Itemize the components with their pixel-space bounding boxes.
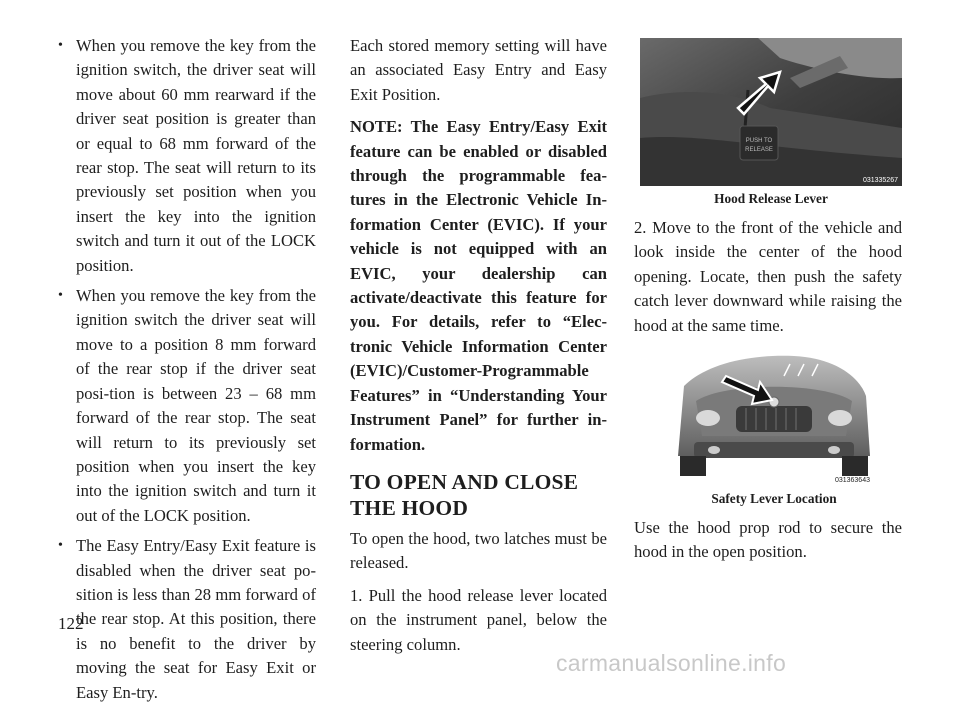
bullet-dot-icon: • <box>58 538 63 554</box>
bullet-item <box>58 534 316 705</box>
figure-code: 031363643 <box>834 477 870 485</box>
watermark: carmanualsonline.info <box>556 650 787 676</box>
figure-caption: Safety Lever Location <box>711 491 837 507</box>
easy-exit-bullet-list <box>58 34 316 705</box>
hood-release-lever-image <box>640 38 902 186</box>
release-label: RELEASE <box>745 147 773 153</box>
figure-caption: Hood Release Lever <box>714 191 828 206</box>
heading-line-1: TO OPEN AND CLOSE <box>350 469 579 494</box>
latches-paragraph: To open the hood, two latches must be released. <box>350 528 607 573</box>
bullet-item <box>58 284 316 528</box>
bullet-dot-icon: • <box>58 288 63 304</box>
right-column <box>634 38 902 573</box>
bullet-dot-icon: • <box>58 38 63 53</box>
figure-code: 031335267 <box>862 177 898 184</box>
left-column <box>58 34 316 711</box>
push-to-label: PUSH TO <box>745 138 773 144</box>
bullet-text: When you remove the key from the ignition switch, the driver seat will move about 60 mm rearward if the driver seat position is greater than or equal to 68 mm forward of the rear stop. The seat will return to its previously set position when you insert the key into the ignition switch and turn it out of the LOCK position. <box>76 36 316 275</box>
bullet-item <box>58 34 316 278</box>
memory-setting-paragraph: Each stored memory setting will have an associated Easy Entry and Easy Exit Position. <box>350 36 607 104</box>
step-1-paragraph: 1. Pull the hood release lever located on the instrument panel, below the steering column. <box>350 585 607 654</box>
evic-note: NOTE: The Easy Entry/Easy Exit feature can be enabled or disabled through the programmable fea-tures in the Electronic Vehicle In-formation Center (EVIC). If your vehicle is not equipped with an EVIC, your dealership can activate/deactivate this feature for you. For details, refer to “Elec-tronic Vehicle Information Center (EVIC)/Customer-Programmable Features” in “Understanding Your Instrument Panel” for further in-formation. <box>350 117 607 454</box>
safety-lever-image <box>674 346 874 486</box>
bullet-text: The Easy Entry/Easy Exit feature is disabled when the driver seat po-sition is less than 28 mm forward of the rear stop. At this position, there is no benefit to the driver by moving the seat for Easy Exit or Easy En-try. <box>76 536 316 702</box>
safety-lever-figure <box>674 346 874 508</box>
heading-line-2: THE HOOD <box>350 495 469 520</box>
page-number: 122 <box>58 614 84 633</box>
step-2-paragraph: 2. Move to the front of the vehicle and look inside the center of the hood opening. Locate, then push the safety catch lever downward while raising the hood at the same time. <box>634 218 902 335</box>
bullet-text: When you remove the key from the ignition switch the driver seat will move to a position 8 mm forward of the rear stop if the driver seat posi-tion is between 23 – 68 mm forward of the rear stop. The seat will return to its previously set position when you insert the key into the ignition switch and turn it out of the LOCK position. <box>76 286 316 525</box>
closing-paragraph: Use the hood prop rod to secure the hood in the open position. <box>634 518 902 562</box>
middle-column <box>350 34 607 665</box>
hood-release-lever-figure <box>640 38 902 208</box>
section-heading <box>350 469 607 521</box>
